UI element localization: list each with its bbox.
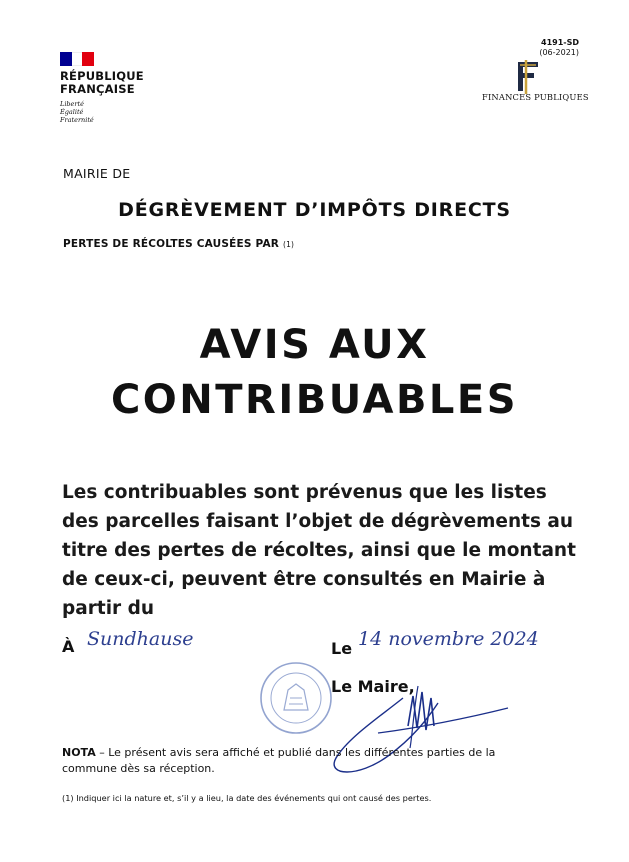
form-date: (06-2021) [539, 48, 579, 57]
avis-line-2: CONTRIBUABLES [110, 377, 519, 423]
motto-liberte: Liberté [60, 100, 84, 108]
nota-text: – Le présent avis sera affiché et publié dans les différentes parties de la commune dès sa réception. [62, 746, 496, 775]
date-label: Le [331, 639, 353, 658]
pertes-subtitle [63, 238, 294, 250]
avis-line-1: AVIS AUX [199, 322, 430, 368]
republic-line-1: RÉPUBLIQUE [60, 69, 144, 83]
subtitle-text: PERTES DE RÉCOLTES CAUSÉES PAR [63, 238, 280, 250]
republique-francaise-title [60, 70, 144, 96]
nota-paragraph [62, 745, 552, 777]
nota-label: NOTA [62, 746, 96, 759]
document-title: DÉGRÈVEMENT D’IMPÔTS DIRECTS [118, 199, 511, 221]
place-label: À [62, 637, 75, 656]
mairie-de-label: MAIRIE DE [63, 166, 131, 181]
place-handwritten: Sundhause [87, 628, 194, 650]
motto-fraternite: Fraternité [60, 116, 94, 124]
date-handwritten: 14 novembre 2024 [358, 628, 539, 650]
notice-body: Les contribuables sont prévenus que les listes des parcelles faisant l’objet de dégrèvements au titre des pertes de récoltes, ainsi que le montant de ceux-ci, peuvent être consultés en Mairie à partir du [62, 482, 576, 619]
subtitle-footnote-ref: (1) [282, 240, 295, 249]
avis-aux-contribuables-heading [0, 318, 629, 428]
marianne-logo [60, 52, 94, 66]
footnote: (1) Indiquer ici la nature et, s’il y a lieu, la date des événements qui ont causé des pertes. [62, 793, 432, 803]
finances-publiques-label: FINANCES PUBLIQUES [482, 92, 589, 102]
form-code: 4191-SD [541, 38, 579, 47]
maire-label: Le Maire, [331, 677, 415, 696]
form-reference [539, 38, 579, 58]
republic-motto [60, 100, 94, 124]
republic-line-2: FRANÇAISE [60, 82, 135, 96]
motto-egalite: Égalité [60, 108, 84, 116]
